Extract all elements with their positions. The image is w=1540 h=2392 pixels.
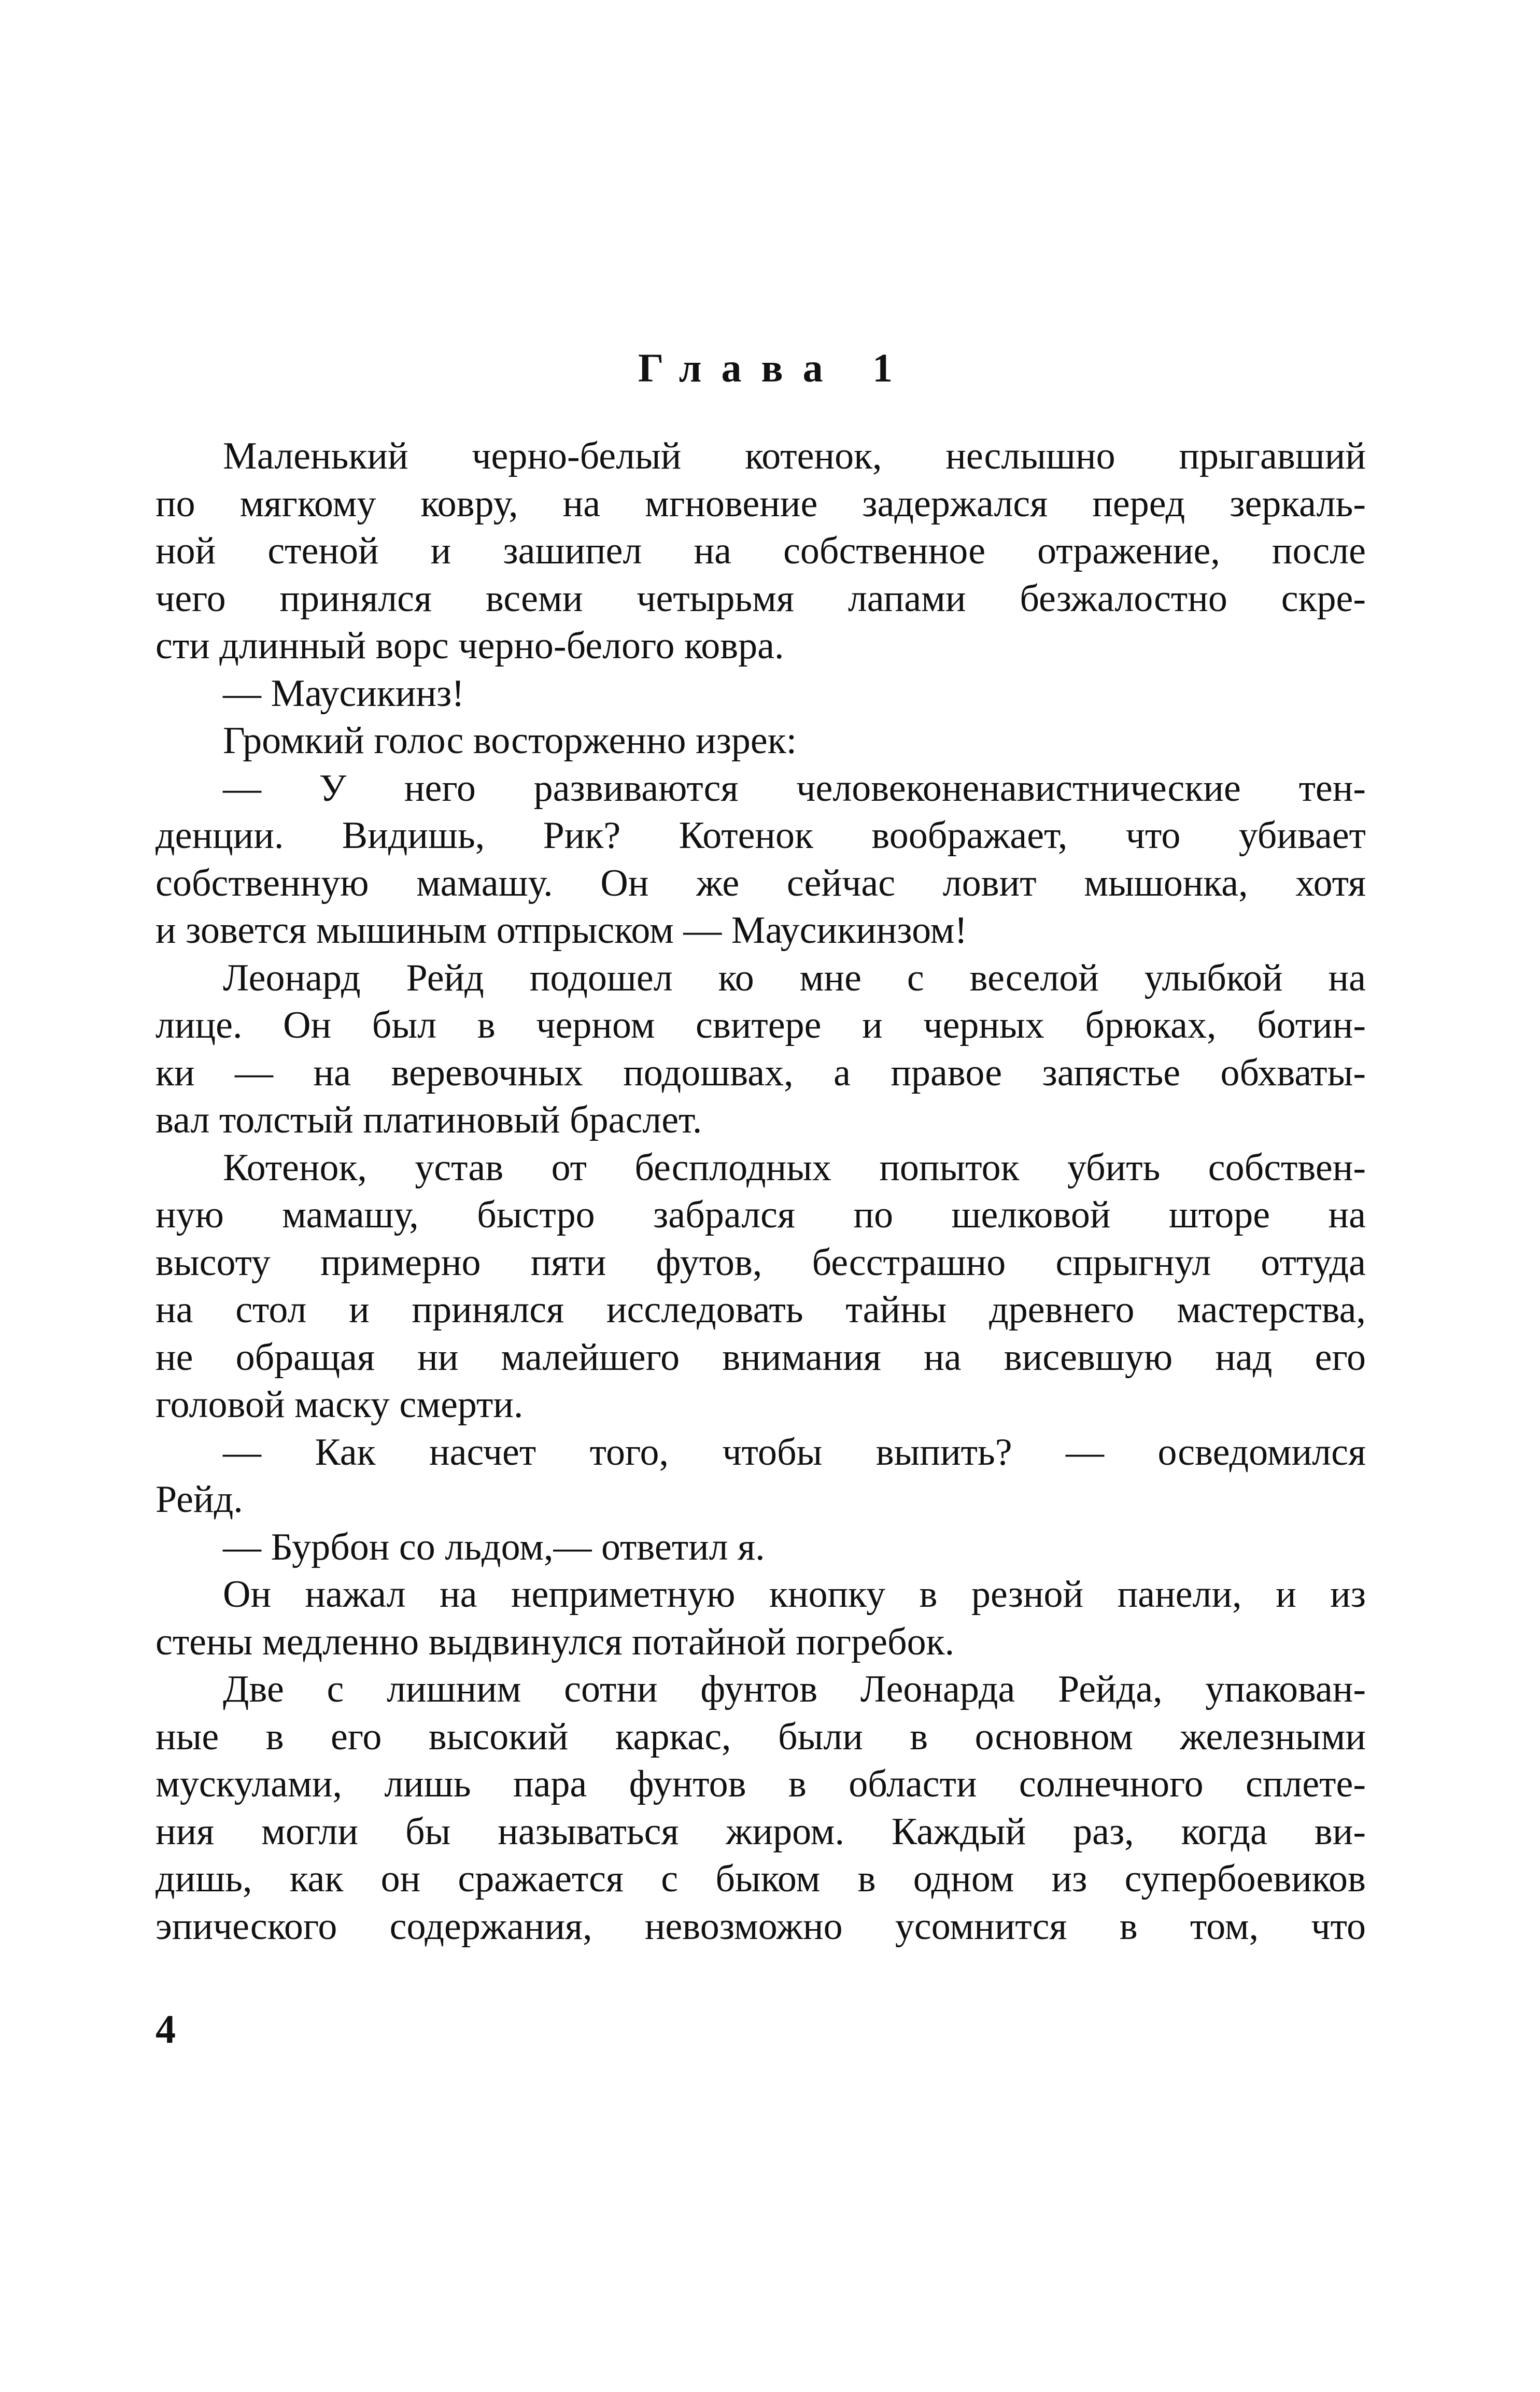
text-line: стены медленно выдвинулся потайной погребок. (156, 1620, 955, 1663)
text-line: ки — на веревочных подошвах, а правое запястье обхваты- (156, 1051, 1366, 1094)
text-line: лице. Он был в черном свитере и черных брюках, ботин- (156, 1004, 1366, 1046)
text-line: головой маску смерти. (156, 1383, 524, 1426)
text-line: собственную мамашу. Он же сейчас ловит мышонка, хотя (156, 861, 1366, 904)
text-line: вал толстый платиновый браслет. (156, 1099, 702, 1141)
text-line: на стол и принялся исследовать тайны древнего мастерства, (156, 1289, 1366, 1331)
text-line: Маленький черно-белый котенок, неслышно прыгавший (223, 435, 1366, 477)
text-line: Котенок, устав от бесплодных попыток убить собствен- (223, 1146, 1366, 1189)
text-line: не обращая ни малейшего внимания на висевшую над его (156, 1336, 1366, 1379)
text-line: ния могли бы называться жиром. Каждый раз, когда ви- (156, 1810, 1366, 1853)
text-line: высоту примерно пяти футов, бесстрашно спрыгнул оттуда (156, 1241, 1366, 1284)
text-line: Рейд. (156, 1478, 243, 1521)
body-text (156, 433, 1366, 1950)
text-line: Две с лишним сотни фунтов Леонарда Рейда, упакован- (223, 1668, 1366, 1710)
text-line: эпического содержания, невозможно усомнится в том, что (156, 1905, 1366, 1948)
text-line: сти длинный ворс черно-белого ковра. (156, 625, 784, 667)
page-number: 4 (156, 2006, 176, 2051)
text-line: дишь, как он сражается с быком в одном из супербоевиков (156, 1858, 1366, 1900)
text-line: Громкий голос восторженно изрек: (223, 719, 797, 762)
text-line: Он нажал на неприметную кнопку в резной панели, и из (223, 1573, 1366, 1616)
text-line: ные в его высокий каркас, были в основном железными (156, 1715, 1366, 1758)
text-line: ную мамашу, быстро забрался по шелковой шторе на (156, 1194, 1366, 1236)
text-line: чего принялся всеми четырьмя лапами безжалостно скре- (156, 577, 1366, 620)
text-line: ной стеной и зашипел на собственное отражение, после (156, 530, 1366, 572)
text-line: по мягкому ковру, на мгновение задержался перед зеркаль- (156, 482, 1366, 525)
text-line: Леонард Рейд подошел ко мне с веселой улыбкой на (223, 956, 1366, 999)
text-line: денции. Видишь, Рик? Котенок воображает, что убивает (156, 814, 1366, 857)
text-line: — Маусикинз! (223, 672, 464, 715)
text-line: — У него развиваются человеконенавистнические тен- (223, 767, 1366, 810)
text-line: — Бурбон со льдом,— ответил я. (223, 1525, 765, 1568)
text-line: — Как насчет того, чтобы выпить? — осведомился (223, 1431, 1366, 1474)
chapter-title: Глава 1 (638, 345, 913, 390)
text-line: мускулами, лишь пара фунтов в области солнечного сплете- (156, 1763, 1366, 1805)
text-line: и зовется мышиным отпрыском — Маусикинзом! (156, 909, 968, 952)
